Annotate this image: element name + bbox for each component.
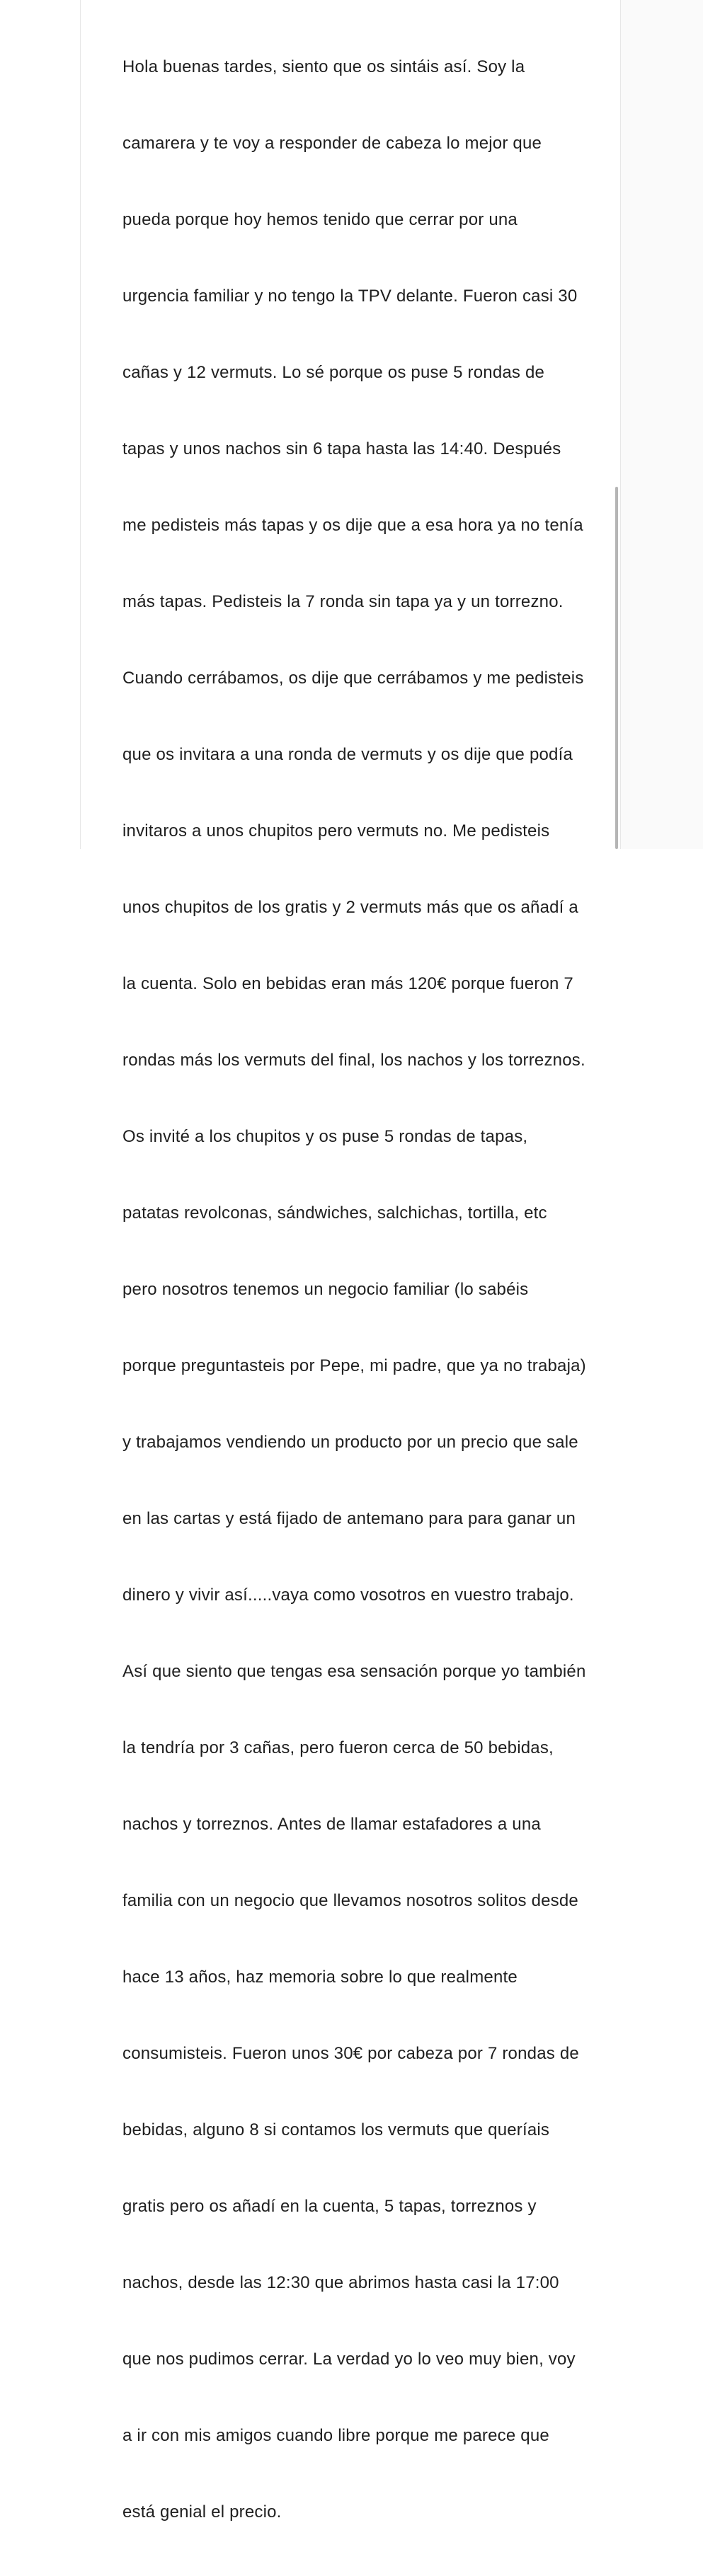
message-line-29: gratis pero os añadí en la cuenta, 5 tapas, torreznos y <box>122 2197 537 2216</box>
message-line-11: invitaros a unos chupitos pero vermuts no. Me pedisteis <box>122 821 550 841</box>
left-gutter <box>0 0 80 849</box>
message-line-20: en las cartas y está fijado de antemano para para ganar un <box>122 1509 576 1528</box>
message-line-13: la cuenta. Solo en bebidas eran más 120€ porque fueron 7 <box>122 974 573 993</box>
message-line-32: a ir con mis amigos cuando libre porque me parece que <box>122 2426 549 2445</box>
right-gutter <box>621 0 703 849</box>
message-line-24: nachos y torreznos. Antes de llamar estafadores a una <box>122 1815 541 1834</box>
message-line-30: nachos, desde las 12:30 que abrimos hasta casi la 17:00 <box>122 2273 559 2292</box>
message-line-09: Cuando cerrábamos, os dije que cerrábamos y me pedisteis <box>122 669 584 688</box>
message-line-19: y trabajamos vendiendo un producto por un precio que sale <box>122 1433 578 1452</box>
message-line-18: porque preguntasteis por Pepe, mi padre, que ya no trabaja) <box>122 1356 586 1375</box>
message-line-02: camarera y te voy a responder de cabeza lo mejor que <box>122 134 542 153</box>
message-line-14: rondas más los vermuts del final, los nachos y los torreznos. <box>122 1051 585 1070</box>
message-line-21: dinero y vivir así.....vaya como vosotros en vuestro trabajo. <box>122 1586 574 1605</box>
message-text <box>122 0 618 2576</box>
message-line-15: Os invité a los chupitos y os puse 5 rondas de tapas, <box>122 1127 528 1146</box>
message-line-31: que nos pudimos cerrar. La verdad yo lo veo muy bien, voy <box>122 2350 576 2369</box>
message-line-01: Hola buenas tardes, siento que os sintáis así. Soy la <box>122 57 525 76</box>
message-line-10: que os invitara a una ronda de vermuts y os dije que podía <box>122 745 573 764</box>
message-line-16: patatas revolconas, sándwiches, salchichas, tortilla, etc <box>122 1203 547 1223</box>
message-line-28: bebidas, alguno 8 si contamos los vermuts que queríais <box>122 2120 550 2139</box>
message-line-12: unos chupitos de los gratis y 2 vermuts más que os añadí a <box>122 898 578 917</box>
message-line-04: urgencia familiar y no tengo la TPV delante. Fueron casi 30 <box>122 287 578 306</box>
message-line-23: la tendría por 3 cañas, pero fueron cerca de 50 bebidas, <box>122 1738 554 1757</box>
message-line-22: Así que siento que tengas esa sensación porque yo también <box>122 1662 586 1681</box>
message-line-06: tapas y unos nachos sin 6 tapa hasta las 14:40. Después <box>122 439 561 458</box>
message-line-17: pero nosotros tenemos un negocio familiar (lo sabéis <box>122 1280 529 1299</box>
message-line-05: cañas y 12 vermuts. Lo sé porque os puse 5 rondas de <box>122 363 545 382</box>
message-line-33: está genial el precio. <box>122 2502 282 2522</box>
message-line-27: consumisteis. Fueron unos 30€ por cabeza por 7 rondas de <box>122 2044 579 2063</box>
message-line-03: pueda porque hoy hemos tenido que cerrar por una <box>122 210 518 229</box>
message-line-08: más tapas. Pedisteis la 7 ronda sin tapa ya y un torrezno. <box>122 592 564 611</box>
message-line-26: hace 13 años, haz memoria sobre lo que realmente <box>122 1968 518 1987</box>
message-line-07: me pedisteis más tapas y os dije que a esa hora ya no tenía <box>122 516 583 535</box>
vertical-scrollbar[interactable] <box>615 487 618 849</box>
message-line-25: familia con un negocio que llevamos nosotros solitos desde <box>122 1891 578 1910</box>
